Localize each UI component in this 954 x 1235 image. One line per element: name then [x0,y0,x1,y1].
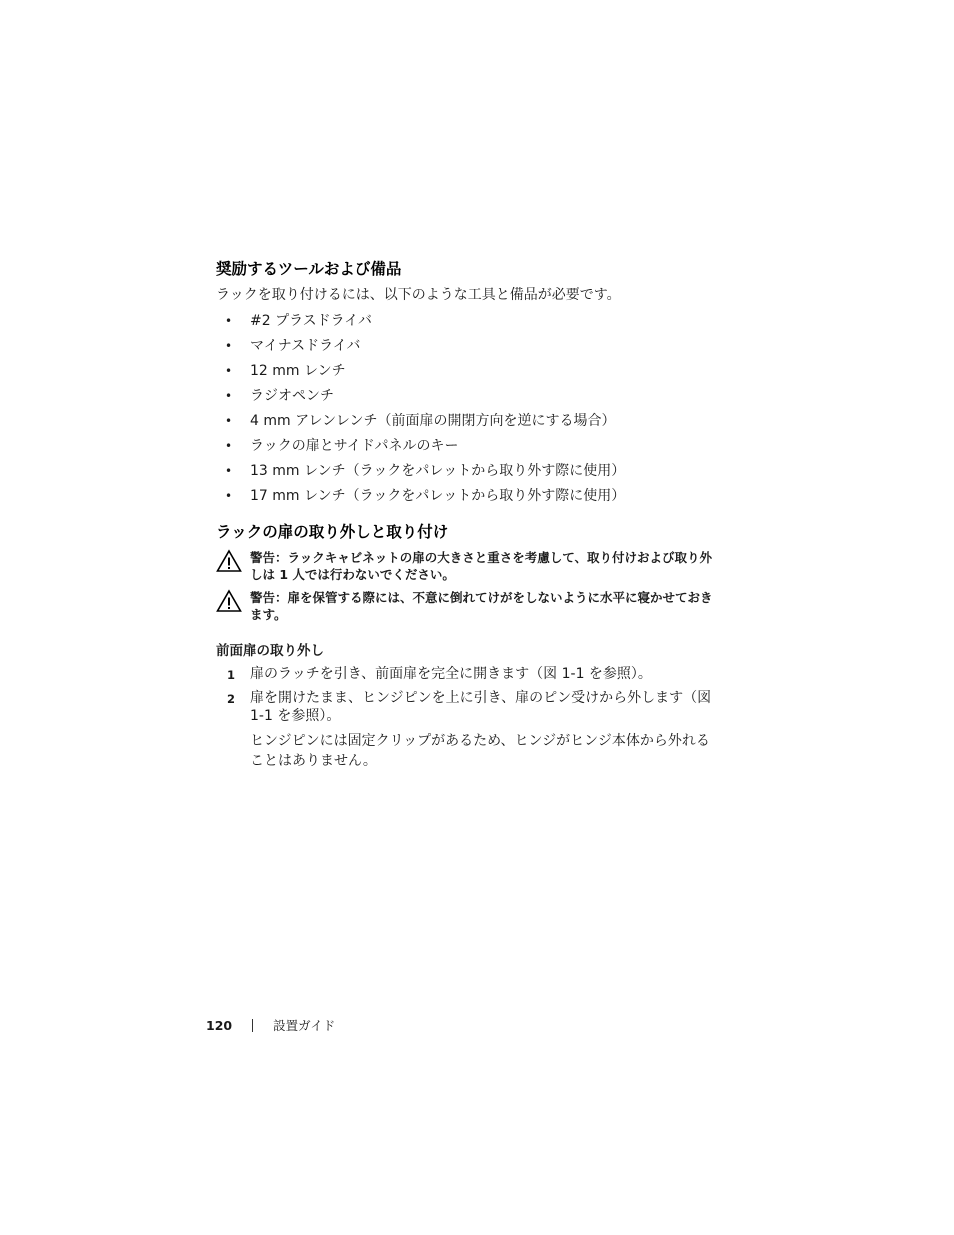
section-title-doors: ラックの扉の取り外しと取り付け [216,523,449,541]
warning-label: 警告： [250,550,288,565]
step-item [216,665,721,683]
bullet-icon: • [225,414,233,428]
steps-list [216,665,721,725]
list-item-text: 4 mm アレンレンチ（前面扉の開閉方向を逆にする場合） [250,413,616,429]
list-item-text: マイナスドライバ [250,338,361,354]
warning-text: 扉を保管する際には、不意に倒れてけがをしないように水平に寝かせておきます。 [250,590,713,622]
list-item-text: #2 プラスドライバ [250,313,372,329]
list-item-text: 13 mm レンチ（ラックをパレットから取り外す際に使用） [250,463,626,479]
warning-triangle-icon [216,549,242,573]
list-item-text: 12 mm レンチ [250,363,346,379]
step-note: ヒンジピンには固定クリップがあるため、ヒンジがヒンジ本体から外れることはありません。 [250,733,710,769]
bullet-icon: • [225,314,233,328]
warning-block [216,589,721,623]
list-item-text: ラックの扉とサイドパネルのキー [250,438,459,454]
footer-title: 設置ガイド [273,1018,336,1033]
bullet-icon: • [225,389,233,403]
page-footer [206,1016,335,1036]
step-number: 2 [227,692,236,706]
bullet-icon: • [225,439,233,453]
warning-label: 警告： [250,590,288,605]
tools-intro: ラックを取り付けるには、以下のような工具と備品が必要です。 [216,287,621,303]
page-content [216,258,721,785]
warning-text: ラックキャビネットの扉の大きさと重さを考慮して、取り付けおよび取り外しは 1 人では行わないでください。 [250,550,713,582]
tools-list [216,309,721,509]
step-text: 扉を開けたまま、ヒンジピンを上に引き、扉のピン受けから外します（図 1-1 を参照）。 [250,690,712,724]
step-number: 1 [227,668,236,682]
list-item [216,409,721,434]
list-item [216,359,721,384]
list-item [216,384,721,409]
step-item [216,689,721,725]
warning-triangle-icon [216,589,242,613]
list-item [216,434,721,459]
step-text: 扉のラッチを引き、前面扉を完全に開きます（図 1-1 を参照）。 [250,666,652,682]
bullet-icon: • [225,489,233,503]
section-title-tools: 奨励するツールおよび備品 [216,260,402,278]
bullet-icon: • [225,339,233,353]
warning-block [216,549,721,583]
bullet-icon: • [225,464,233,478]
list-item [216,334,721,359]
subsection-title-front-door: 前面扉の取り外し [216,643,324,659]
list-item [216,459,721,484]
footer-divider [252,1019,253,1032]
list-item [216,484,721,509]
list-item [216,309,721,334]
list-item-text: ラジオペンチ [250,388,334,404]
page-number: 120 [206,1018,233,1033]
list-item-text: 17 mm レンチ（ラックをパレットから取り外す際に使用） [250,488,626,504]
bullet-icon: • [225,364,233,378]
